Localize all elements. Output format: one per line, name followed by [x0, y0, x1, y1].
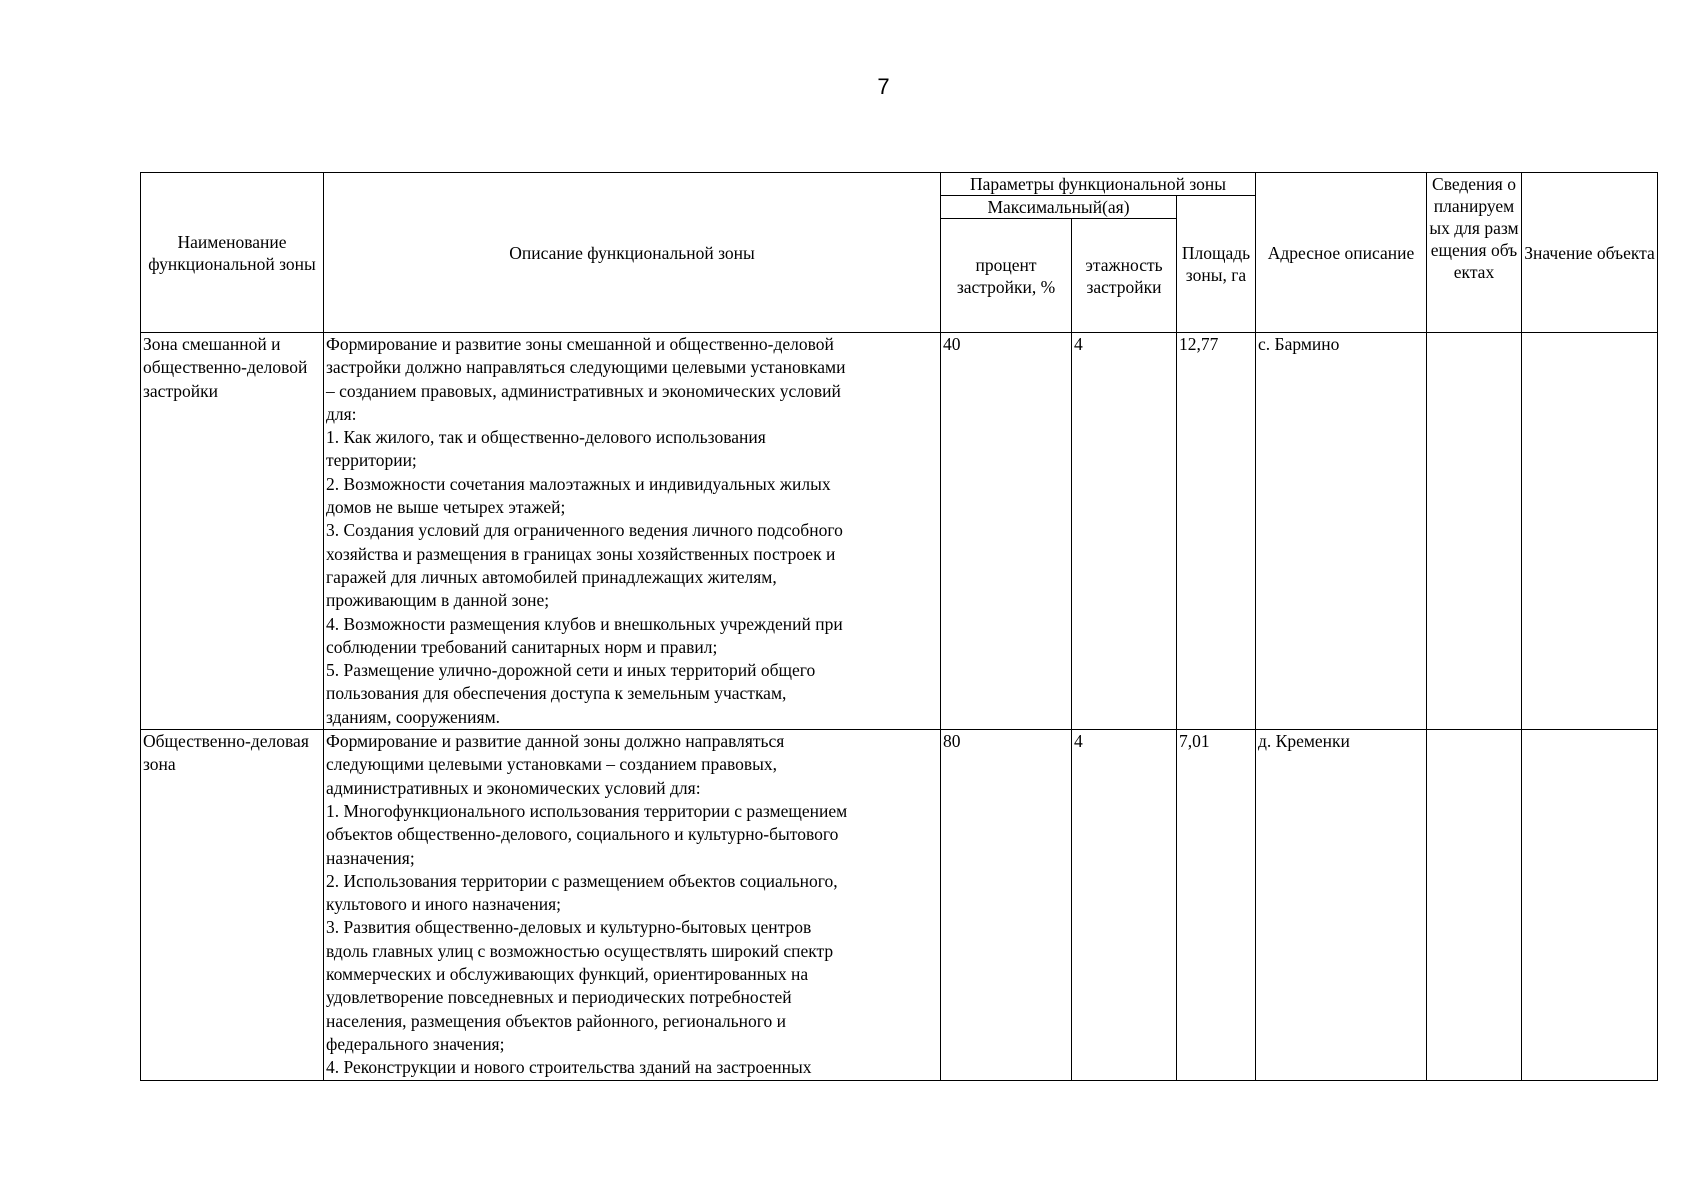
description-line: федерального значения;: [326, 1033, 505, 1054]
description-line: 3. Развития общественно-деловых и культурно-бытовых центров: [326, 917, 812, 938]
description-line: 4. Реконструкции и нового строительства зданий на застроенных: [326, 1057, 812, 1078]
description-line: объектов общественно-делового, социального и культурно-бытового: [326, 824, 839, 845]
build-percent-value: 40: [941, 333, 1072, 730]
planned-objects-value: [1427, 333, 1522, 730]
description-line: населения, размещения объектов районного, регионального и: [326, 1010, 786, 1031]
description-line: пользования для обеспечения доступа к земельным участкам,: [326, 683, 787, 704]
description-line: для:: [326, 403, 357, 424]
description-line: 2. Использования территории с размещением объектов социального,: [326, 870, 838, 891]
header-object-significance: Значение объекта: [1522, 173, 1658, 333]
description-line: домов не выше четырех этажей;: [326, 497, 566, 518]
floors-value: 4: [1072, 333, 1177, 730]
planned-objects-value: [1427, 730, 1522, 1080]
header-planned-objects: Сведения о планируемых для размещения объектах: [1427, 173, 1522, 333]
page-number: 7: [877, 74, 890, 99]
zone-description: [324, 730, 941, 1080]
description-line: 5. Размещение улично-дорожной сети и иных территорий общего: [326, 660, 816, 681]
description-line: 1. Многофункционального использования территории с размещением: [326, 800, 848, 821]
header-address: Адресное описание: [1256, 173, 1427, 333]
table-row: [141, 333, 1658, 730]
significance-value: [1522, 333, 1658, 730]
description-line: коммерческих и обслуживающих функций, ориентированных на: [326, 964, 809, 985]
significance-value: [1522, 730, 1658, 1080]
zone-name: Общественно-деловая зона: [141, 730, 324, 1080]
zone-name: Зона смешанной и общественно-деловой застройки: [141, 333, 324, 730]
area-value: 7,01: [1177, 730, 1256, 1080]
header-zone-description: Описание функциональной зоны: [324, 173, 941, 333]
description-line: Формирование и развитие зоны смешанной и общественно-деловой: [326, 334, 834, 354]
description-line: 3. Создания условий для ограниченного ведения личного подсобного: [326, 520, 843, 541]
description-line: назначения;: [326, 847, 415, 868]
header-build-percent: процент застройки, %: [941, 219, 1072, 333]
description-line: 4. Возможности размещения клубов и внешкольных учреждений при: [326, 613, 843, 634]
description-line: административных и экономических условий для:: [326, 777, 701, 798]
description-line: культового и иного назначения;: [326, 894, 561, 915]
description-line: 1. Как жилого, так и общественно-делового использования: [326, 427, 766, 448]
build-percent-value: 80: [941, 730, 1072, 1080]
description-line: зданиям, сооружениям.: [326, 706, 501, 727]
header-zone-name: Наименование функциональной зоны: [141, 173, 324, 333]
area-value: 12,77: [1177, 333, 1256, 730]
table-row: [141, 730, 1658, 1080]
description-line: 2. Возможности сочетания малоэтажных и индивидуальных жилых: [326, 473, 831, 494]
functional-zones-table: [140, 172, 1658, 1081]
floors-value: 4: [1072, 730, 1177, 1080]
description-line: проживающим в данной зоне;: [326, 590, 550, 611]
description-line: застройки должно направляться следующими целевыми установками: [326, 357, 846, 378]
description-line: – созданием правовых, административных и экономических условий: [326, 380, 841, 401]
header-floors: этажность застройки: [1072, 219, 1177, 333]
description-line: соблюдении требований санитарных норм и правил;: [326, 636, 718, 657]
header-area: Площадь зоны, га: [1177, 196, 1256, 333]
description-line: вдоль главных улиц с возможностью осуществлять широкий спектр: [326, 940, 834, 961]
header-row-1: [141, 173, 1658, 196]
description-line: удовлетворение повседневных и периодических потребностей: [326, 987, 792, 1008]
description-line: Формирование и развитие данной зоны должно направляться: [326, 731, 785, 752]
address-value: с. Бармино: [1256, 333, 1427, 730]
description-line: территории;: [326, 450, 417, 471]
description-line: следующими целевыми установками – созданием правовых,: [326, 754, 778, 775]
description-line: гаражей для личных автомобилей принадлежащих жителям,: [326, 566, 777, 587]
description-line: хозяйства и размещения в границах зоны хозяйственных построек и: [326, 543, 836, 564]
header-zone-parameters: Параметры функциональной зоны: [941, 173, 1256, 196]
zone-description: [324, 333, 941, 730]
address-value: д. Кременки: [1256, 730, 1427, 1080]
header-maximum: Максимальный(ая): [941, 196, 1177, 219]
